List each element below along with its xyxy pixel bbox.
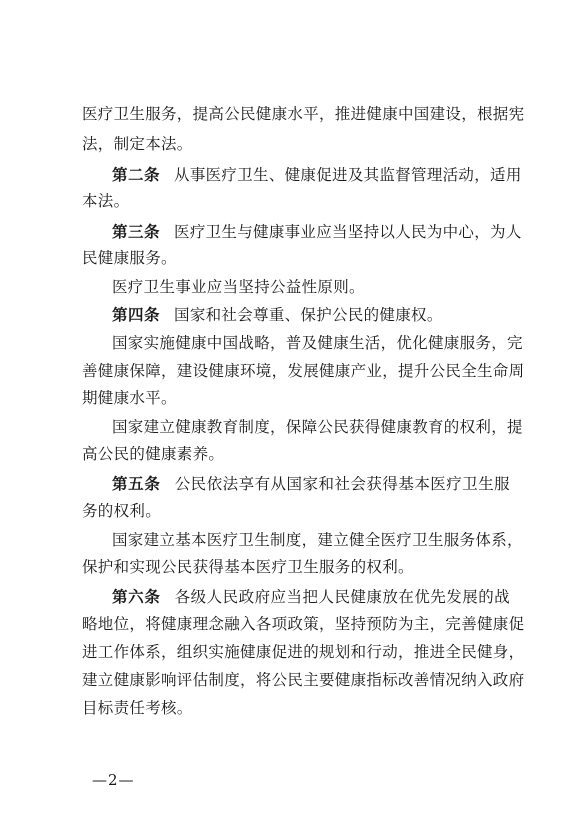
text-line: 国家建立健康教育制度，保障公民获得健康教育的权利，提 bbox=[112, 418, 523, 436]
text-line: 进工作体系，组织实施健康促进的规划和行动，推进全民健身， bbox=[82, 643, 525, 661]
text-line: 法，制定本法。 bbox=[82, 135, 193, 153]
text-line: 从事医疗卫生、健康促进及其监督管理活动，适用 bbox=[174, 166, 522, 184]
article-6-line bbox=[112, 587, 510, 607]
text-line: 善健康保障，建设健康环境，发展健康产业，提升公民全生命周 bbox=[82, 362, 525, 380]
text-line: 略地位，将健康理念融入各项政策，坚持预防为主，完善健康促 bbox=[82, 615, 525, 633]
article-4-line bbox=[112, 305, 540, 325]
article-5-heading: 第五条 bbox=[112, 475, 161, 493]
text-line: 医疗卫生服务，提高公民健康水平，推进健康中国建设，根据宪 bbox=[82, 105, 525, 123]
text-line: 期健康水平。 bbox=[82, 389, 177, 407]
article-3-line bbox=[112, 222, 522, 242]
text-line: 各级人民政府应当把人民健康放在优先发展的战 bbox=[174, 588, 510, 606]
text-line: 保护和实现公民获得基本医疗卫生服务的权利。 bbox=[82, 558, 414, 576]
text-line: 建立健康影响评估制度，将公民主要健康指标改善情况纳入政府 bbox=[82, 671, 525, 689]
text-line: 国家和社会尊重、保护公民的健康权。 bbox=[174, 306, 443, 324]
text-line: 公民依法享有从国家和社会获得基本医疗卫生服 bbox=[174, 475, 510, 493]
text-line: 本法。 bbox=[82, 192, 130, 210]
article-2-line bbox=[112, 165, 522, 185]
article-2-heading: 第二条 bbox=[112, 166, 161, 184]
text-line: 国家实施健康中国战略，普及健康生活，优化健康服务，完 bbox=[112, 334, 523, 352]
text-line: 目标责任考核。 bbox=[82, 699, 193, 717]
article-5-line bbox=[112, 474, 510, 494]
article-3-heading: 第三条 bbox=[112, 223, 161, 241]
text-line: 医疗卫生事业应当坚持公益性原则。 bbox=[112, 278, 365, 296]
article-6-heading: 第六条 bbox=[112, 588, 161, 606]
text-line: 医疗卫生与健康事业应当坚持以人民为中心，为人 bbox=[174, 223, 522, 241]
text-line: 高公民的健康素养。 bbox=[82, 445, 225, 463]
text-line: 民健康服务。 bbox=[82, 249, 177, 267]
article-4-heading: 第四条 bbox=[112, 306, 161, 324]
text-line: 国家建立基本医疗卫生制度，建立健全医疗卫生服务体系， bbox=[112, 531, 523, 549]
page-number: —2— bbox=[92, 771, 135, 789]
text-line: 务的权利。 bbox=[82, 502, 162, 520]
